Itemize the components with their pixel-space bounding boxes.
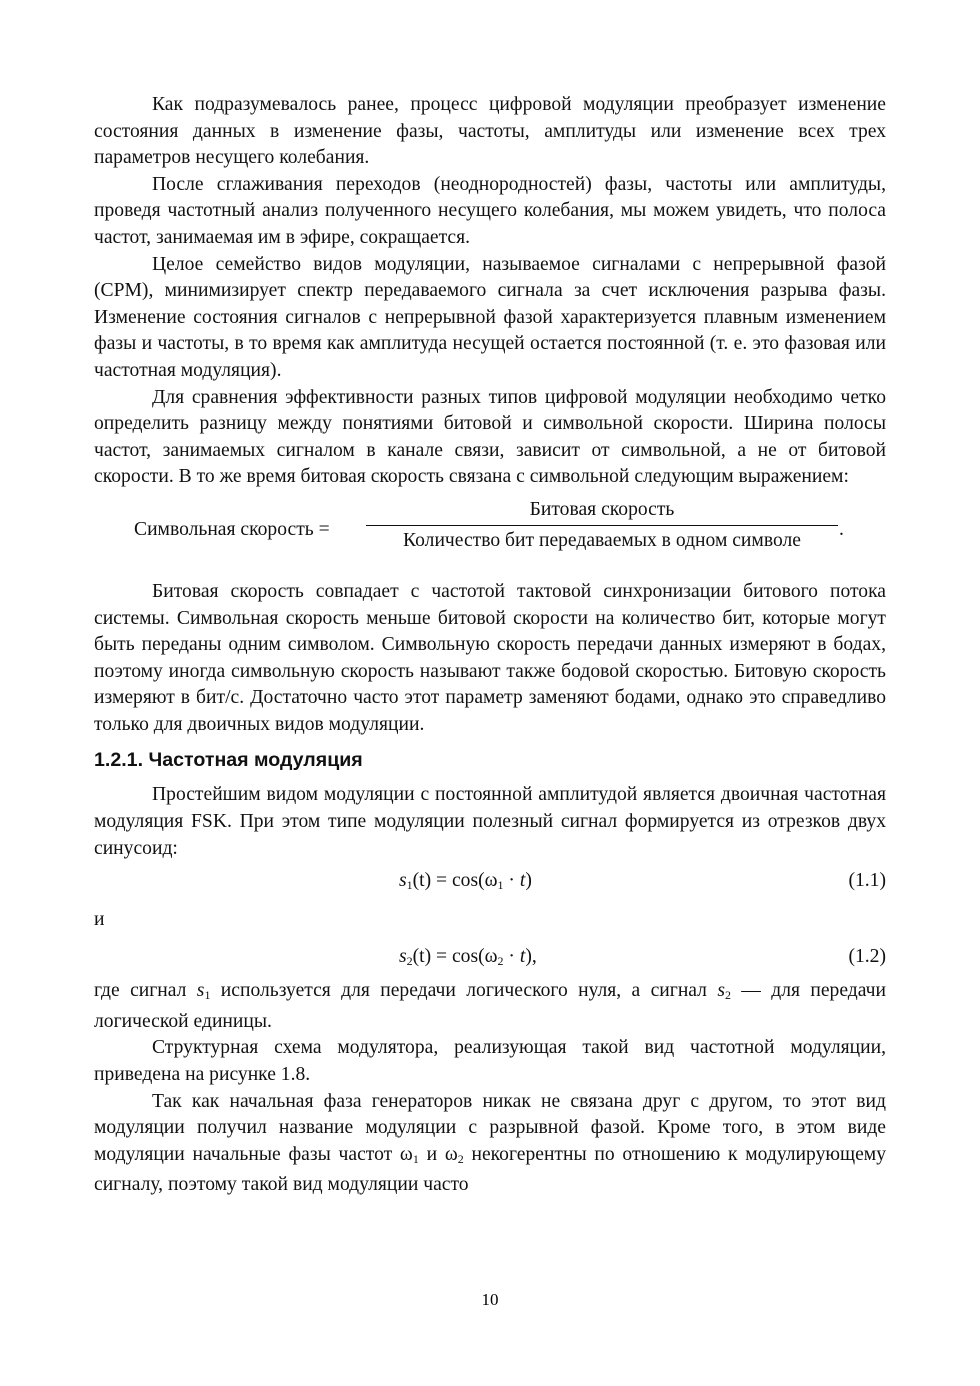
p9-text-b: и ω — [418, 1143, 458, 1165]
eq2-close: ), — [525, 946, 537, 968]
page-number: 10 — [481, 1290, 499, 1309]
formula-lhs: Символьная скорость = — [134, 518, 330, 540]
paragraph-6: Простейшим видом модуляции с постоянной амплитудой является двоичная частотная модуляция FSK. При этом типе модуляции полезный сигнал формируется из отрезков двух синусоид: — [94, 784, 886, 859]
eq1-argument: (t) = cos(ω — [412, 870, 498, 892]
eq1-omega-index: 1 — [497, 878, 504, 893]
equation-1-1-number: (1.1) — [848, 870, 886, 892]
p9-text-a: Так как начальная фаза генераторов никак не связана друг с другом, то этот вид модуляции получил название модуляции с разрывной фазой. Кроме того, в этом виде модуляции начальные фазы частот ω — [94, 1090, 886, 1165]
p7-signal-2: s — [717, 980, 725, 1002]
eq2-omega-index: 2 — [497, 954, 504, 969]
paragraph-9 — [94, 1089, 886, 1199]
conjunction: и — [94, 909, 105, 931]
paragraph-5: Битовая скорость совпадает с частотой тактовой синхронизации битового потока системы. Символьная скорость меньше битовой скорости на количество бит, которые могут быть переданы одним символом. Символьную скорость передачи данных измеряют в бодах, поэтому иногда символьную скорость называют также бодовой скоростью. Битовую скорость измеряют в бит/с. Достаточно часто этот параметр заменяют бодами, однако это справедливо только для двоичных видов модуляции. — [94, 580, 886, 735]
paragraph-8: Структурная схема модулятора, реализующая такой вид частотной модуляции, приведена на рисунке 1.8. — [94, 1037, 886, 1086]
eq1-time: t — [519, 870, 526, 892]
paragraph-3: Целое семейство видов модуляции, называемое сигналами с непрерывной фазой (CPM), минимизирует спектр передаваемого сигнала за счет исключения разрыва фазы. Изменение состояния сигналов с непрерывной фазой характеризуется плавным изменением фазы и частоты, в то время как амплитуда несущей остается постоянной (т. е. это фазовая или частотная модуляция). — [94, 253, 886, 381]
eq2-time: t — [519, 946, 526, 968]
eq2-dot: · — [503, 946, 520, 968]
p7-signal-1: s — [196, 980, 205, 1002]
eq1-dot: · — [503, 870, 520, 892]
eq1-close: ) — [525, 870, 532, 892]
p7-text-a: где сигнал — [94, 980, 197, 1002]
paragraph-1: Как подразумевалось ранее, процесс цифровой модуляции преобразует изменение состояния данных в изменение фазы, частоты, амплитуды или изменение всех трех параметров несущего колебания. — [94, 94, 886, 169]
paragraph-4: Для сравнения эффективности разных типов цифровой модуляции необходимо четко определить разницу между понятиями битовой и символьной скорости. Ширина полосы частот, занимаемых сигналом в канале связи, зависит от символьной, а не от битовой скорости. В то же время битовая скорость связана с символьной следующим выражением: — [94, 386, 886, 488]
eq1-signal: s — [399, 870, 407, 892]
page-content — [94, 92, 886, 1199]
section-heading: 1.2.1. Частотная модуляция — [94, 749, 363, 772]
equation-1-2-body — [399, 944, 537, 975]
formula-numerator: Битовая скорость — [529, 498, 675, 520]
fraction-bar — [366, 525, 838, 526]
paragraph-7 — [94, 978, 886, 1035]
eq2-argument: (t) = cos(ω — [412, 946, 498, 968]
eq2-signal: s — [399, 946, 407, 968]
equation-1-1 — [94, 862, 886, 902]
eq2-signal-index: 2 — [406, 954, 413, 969]
equation-1-1-body — [399, 868, 532, 899]
equation-1-2-number: (1.2) — [848, 946, 886, 968]
p9-omega-2-index: 2 — [457, 1151, 464, 1166]
p7-text-c: — для передачи логической единицы. — [94, 980, 887, 1032]
symbol-rate-formula — [94, 497, 886, 569]
p9-text-c: некогерентны по отношению к модулирующему сигналу, поэтому такой вид модуляции часто — [94, 1143, 886, 1196]
p7-signal-1-index: 1 — [204, 988, 211, 1003]
formula-fraction — [366, 497, 838, 554]
equation-1-2 — [94, 938, 886, 978]
formula-denominator: Количество бит передаваемых в одном символе — [403, 529, 801, 551]
p9-omega-1-index: 1 — [412, 1151, 419, 1166]
paragraph-2: После сглаживания переходов (неоднородностей) фазы, частоты или амплитуды, проведя частотный анализ полученного несущего колебания, мы можем увидеть, что полоса частот, занимаемая им в эфире, сокращается. — [94, 173, 886, 248]
formula-period: . — [839, 518, 844, 540]
eq1-signal-index: 1 — [406, 878, 413, 893]
p7-signal-2-index: 2 — [724, 988, 731, 1003]
p7-text-b: используется для передачи логического нуля, а сигнал — [210, 980, 718, 1002]
